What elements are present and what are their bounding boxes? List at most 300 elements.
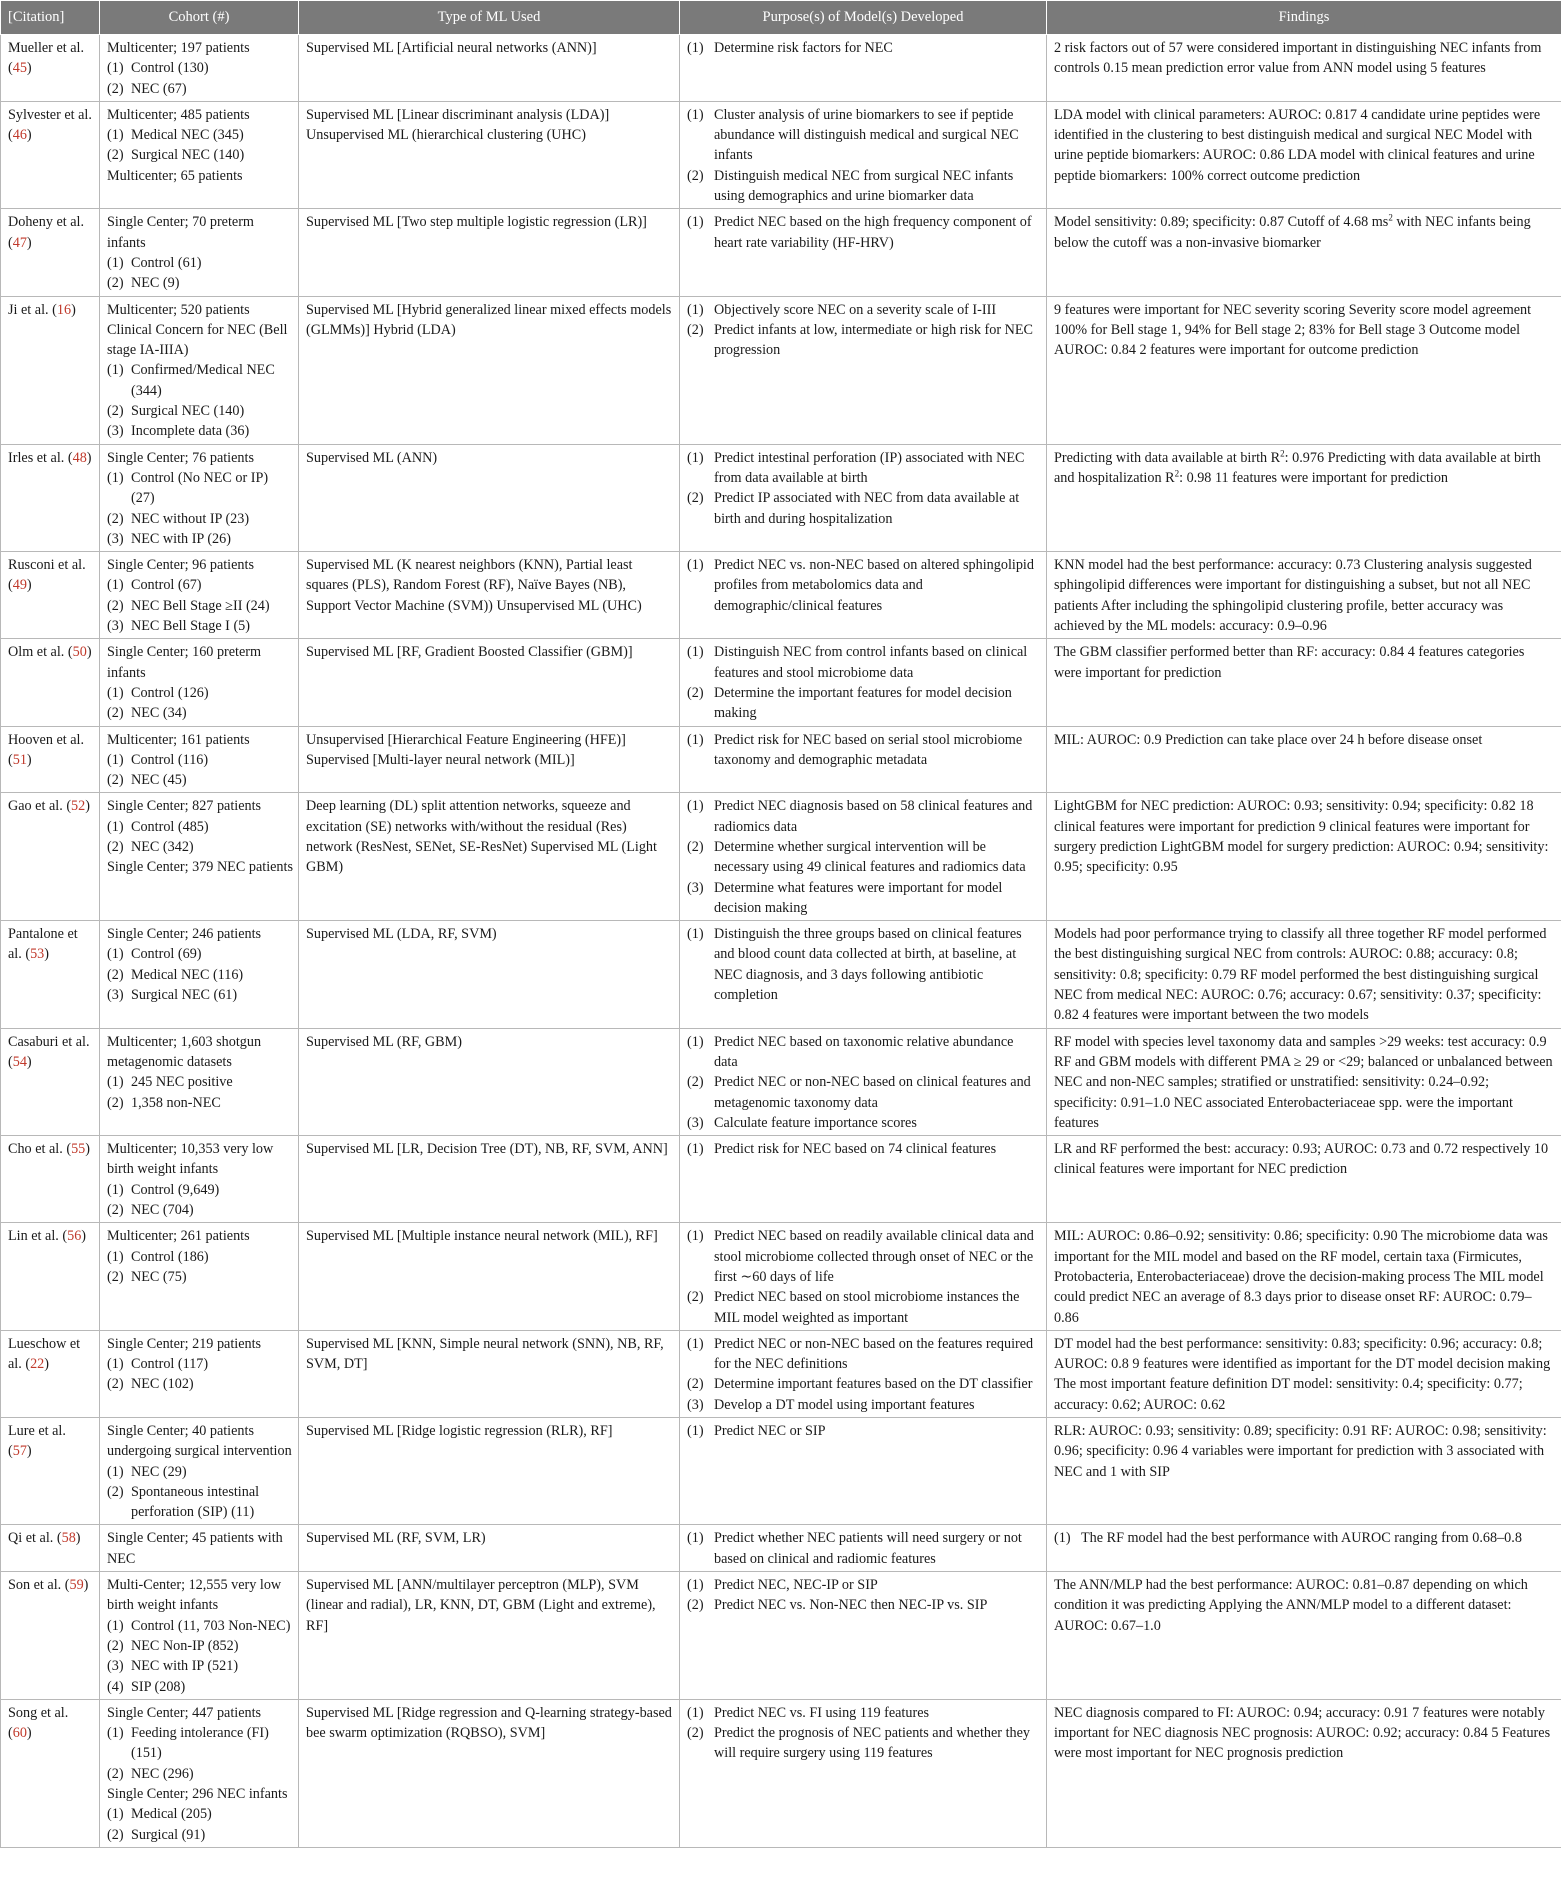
cohort-text: Single Center; 70 preterm infants xyxy=(107,214,254,251)
purpose-list xyxy=(687,1334,1039,1415)
cohort-number: (1) xyxy=(107,1617,124,1634)
cohort-text: Control (186) xyxy=(131,1248,209,1265)
purpose-cell xyxy=(680,921,1047,1028)
reference-link[interactable]: 55 xyxy=(71,1141,86,1158)
purpose-text: Predict NEC or SIP xyxy=(714,1423,826,1439)
cohort-line xyxy=(107,642,294,683)
cohort-line xyxy=(107,1677,294,1697)
ml-type-cell: Supervised ML [Two step multiple logistic regression (LR)] xyxy=(299,209,680,296)
table-row xyxy=(1,1572,1561,1700)
cohort-number: (2) xyxy=(107,1826,124,1843)
cohort-number: (1) xyxy=(107,1725,124,1742)
purpose-item xyxy=(687,683,1039,724)
findings-cell: MIL: AUROC: 0.86–0.92; sensitivity: 0.86; specificity: 0.90 The microbiome data was important for the MIL model and based on the RF model, certain taxa (Firmicutes, Protobacteria, Enterobacteriaceae) drove the decision-making process The MIL model could predict NEC an average of 8.3 days prior to disease onset RF: AUROC: 0.79–0.86 xyxy=(1047,1223,1561,1330)
cohort-line xyxy=(107,1354,294,1374)
table-row xyxy=(1,1136,1561,1223)
cohort-number: (1) xyxy=(107,469,124,486)
purpose-list xyxy=(687,1032,1039,1133)
findings-list xyxy=(1054,1528,1554,1548)
cohort-text: Single Center; 76 patients xyxy=(107,449,254,466)
purpose-cell xyxy=(680,552,1047,639)
cohort-line xyxy=(107,817,294,837)
citation-author: Doheny et al. xyxy=(8,214,85,231)
purpose-number: (1) xyxy=(687,557,704,574)
cohort-text: Single Center; 160 preterm infants xyxy=(107,644,262,681)
cohort-number: (4) xyxy=(107,1678,124,1695)
citation-cell: Gao et al. (52) xyxy=(1,793,100,921)
citation-cell: Cho et al. (55) xyxy=(1,1136,100,1223)
cohort-number: (1) xyxy=(107,1356,124,1373)
purpose-cell xyxy=(680,1699,1047,1847)
cohort-line xyxy=(107,421,294,441)
cohort-number: (1) xyxy=(107,1074,124,1091)
cohort-text: Single Center; 45 patients with NEC xyxy=(107,1530,283,1567)
cohort-line xyxy=(107,1200,294,1220)
cohort-number: (2) xyxy=(107,1637,124,1654)
cohort-text: Control (No NEC or IP) (27) xyxy=(131,469,269,507)
purpose-item xyxy=(687,642,1039,683)
findings-text: Model sensitivity: 0.89; specificity: 0.87 Cutoff of 4.68 ms xyxy=(1054,214,1389,231)
cohort-text: NEC (67) xyxy=(131,80,187,97)
cohort-line xyxy=(107,730,294,750)
findings-cell: RLR: AUROC: 0.93; sensitivity: 0.89; specificity: 0.91 RF: AUROC: 0.98; sensitivity: 0.96; specificity: 0.96 4 variables were important for prediction with 3 associated with NEC and 1 with SIP xyxy=(1047,1418,1561,1525)
reference-link[interactable]: 50 xyxy=(72,644,87,661)
cohort-text: NEC (29) xyxy=(131,1463,187,1480)
reference-link[interactable]: 47 xyxy=(12,234,27,251)
citation-cell: Mueller et al. (45) xyxy=(1,35,100,102)
purpose-item xyxy=(687,1113,1039,1133)
citation-author: Olm et al. xyxy=(8,644,65,661)
purpose-text: Determine whether surgical intervention will be necessary using 49 clinical features and radiomics data xyxy=(714,838,1026,876)
header-row xyxy=(1,1,1561,35)
cohort-text: 245 NEC positive xyxy=(131,1074,233,1091)
purpose-number: (1) xyxy=(687,214,704,231)
purpose-number: (1) xyxy=(687,1530,704,1547)
purpose-text: Distinguish NEC from control infants based on clinical features and stool microbiome data xyxy=(714,644,1028,681)
cohort-text: Multicenter; 261 patients xyxy=(107,1228,250,1245)
purpose-number: (2) xyxy=(687,1376,704,1393)
cohort-line xyxy=(107,703,294,723)
reference-link[interactable]: 52 xyxy=(71,798,86,815)
cohort-line xyxy=(107,1072,294,1092)
citation-author: Lin et al. xyxy=(8,1228,59,1245)
purpose-number: (2) xyxy=(687,684,704,701)
cohort-line xyxy=(107,1247,294,1267)
cohort-line xyxy=(107,1226,294,1246)
cohort-number: (1) xyxy=(107,818,124,835)
cohort-text: Multicenter; 161 patients xyxy=(107,731,250,748)
cohort-text: Control (69) xyxy=(131,946,202,963)
cohort-line xyxy=(107,509,294,529)
purpose-cell xyxy=(680,793,1047,921)
table-row xyxy=(1,101,1561,208)
purpose-number: (3) xyxy=(687,1114,704,1131)
cohort-line xyxy=(107,448,294,468)
findings-cell: The GBM classifier performed better than RF: accuracy: 0.84 4 features categories were important for prediction xyxy=(1047,639,1561,726)
cohort-cell xyxy=(100,1699,299,1847)
purpose-number: (1) xyxy=(687,1704,704,1721)
cohort-cell xyxy=(100,552,299,639)
purpose-cell xyxy=(680,1418,1047,1525)
cohort-text: Single Center; 296 NEC infants xyxy=(107,1786,288,1803)
purpose-item xyxy=(687,1139,1039,1159)
cohort-line xyxy=(107,468,294,509)
purpose-text: Determine important features based on the DT classifier xyxy=(714,1376,1033,1393)
purpose-item xyxy=(687,1287,1039,1328)
purpose-number: (2) xyxy=(687,1597,704,1614)
table-row xyxy=(1,444,1561,551)
cohort-line xyxy=(107,683,294,703)
reference-link[interactable]: 22 xyxy=(30,1356,45,1373)
findings-cell: LDA model with clinical parameters: AUROC: 0.817 4 candidate urine peptides were identified in the clustering to best distinguish medical and surgical NEC Model with urine peptide biomarkers: AUROC: 0.86 LDA model with clinical features and urine peptide biomarkers: 100% correct outcome prediction xyxy=(1047,101,1561,208)
cohort-text: Control (485) xyxy=(131,818,209,835)
purpose-item xyxy=(687,38,1039,58)
citation-author: Song et al. xyxy=(8,1704,69,1721)
purpose-list xyxy=(687,212,1039,253)
purpose-text: Develop a DT model using important features xyxy=(714,1396,975,1413)
cohort-number: (2) xyxy=(107,1376,124,1393)
citation-cell: Rusconi et al. (49) xyxy=(1,552,100,639)
cohort-cell xyxy=(100,296,299,444)
cohort-line xyxy=(107,1374,294,1394)
purpose-cell xyxy=(680,726,1047,793)
cohort-text: Single Center; 246 patients xyxy=(107,926,262,943)
table-row xyxy=(1,1330,1561,1417)
cohort-line xyxy=(107,360,294,401)
cohort-text: Surgical NEC (140) xyxy=(131,403,245,420)
purpose-list xyxy=(687,924,1039,1005)
cohort-cell xyxy=(100,921,299,1028)
findings-cell: 9 features were important for NEC severity scoring Severity score model agreement 100% for Bell stage 1, 94% for Bell stage 2; 83% for Bell stage 3 Outcome model AUROC: 0.84 2 features were important for outcome prediction xyxy=(1047,296,1561,444)
purpose-text: Predict intestinal perforation (IP) associated with NEC from data available at birth xyxy=(714,449,1025,486)
cohort-text: NEC with IP (521) xyxy=(131,1658,239,1675)
cohort-cell xyxy=(100,1136,299,1223)
purpose-list xyxy=(687,1575,1039,1616)
reference-link[interactable]: 45 xyxy=(12,60,27,77)
purpose-item xyxy=(687,1421,1039,1441)
cohort-line xyxy=(107,1462,294,1482)
cohort-cell xyxy=(100,35,299,102)
table-row xyxy=(1,639,1561,726)
cohort-number: (1) xyxy=(107,60,124,77)
cohort-text: NEC with IP (26) xyxy=(131,530,231,547)
purpose-text: Predict NEC based on stool microbiome instances the MIL model weighted as important xyxy=(714,1289,1020,1326)
citation-cell: Irles et al. (48) xyxy=(1,444,100,551)
findings-cell: LR and RF performed the best: accuracy: 0.93; AUROC: 0.73 and 0.72 respectively 10 clinical features were important for NEC prediction xyxy=(1047,1136,1561,1223)
purpose-text: Calculate feature importance scores xyxy=(714,1114,917,1131)
purpose-cell xyxy=(680,1330,1047,1417)
header-purpose: Purpose(s) of Model(s) Developed xyxy=(680,1,1047,35)
cohort-cell xyxy=(100,444,299,551)
findings-text: The RF model had the best performance with AUROC ranging from 0.68–0.8 xyxy=(1081,1530,1522,1547)
citation-cell: Olm et al. (50) xyxy=(1,639,100,726)
ml-type-cell: Unsupervised [Hierarchical Feature Engineering (HFE)] Supervised [Multi-layer neural network (MIL)] xyxy=(299,726,680,793)
cohort-line xyxy=(107,924,294,944)
purpose-text: Predict NEC, NEC-IP or SIP xyxy=(714,1577,878,1594)
purpose-text: Predict risk for NEC based on 74 clinical features xyxy=(714,1141,997,1158)
purpose-number: (1) xyxy=(687,106,704,123)
table-row xyxy=(1,921,1561,1028)
cohort-text: Multicenter; 10,353 very low birth weight infants xyxy=(107,1141,274,1178)
superscript: 2 xyxy=(1388,212,1393,223)
cohort-text: Control (116) xyxy=(131,751,209,768)
reference-link[interactable]: 54 xyxy=(12,1053,27,1070)
purpose-item xyxy=(687,1723,1039,1764)
findings-cell: The ANN/MLP had the best performance: AUROC: 0.81–0.87 depending on which condition it was predicting Applying the ANN/MLP model to a different dataset: AUROC: 0.67–1.0 xyxy=(1047,1572,1561,1700)
findings-cell: KNN model had the best performance: accuracy: 0.73 Clustering analysis suggested sphingolipid differences were important for distinguishing a subset, but not all NEC patients After including the sphingolipid clustering profile, better accuracy was achieved by the ML models: accuracy: 0.9–0.96 xyxy=(1047,552,1561,639)
purpose-item xyxy=(687,166,1039,207)
cohort-text: Control (67) xyxy=(131,577,202,594)
purpose-text: Predict NEC or non-NEC based on the features required for the NEC definitions xyxy=(714,1335,1034,1373)
cohort-text: Control (126) xyxy=(131,684,209,701)
cohort-number: (2) xyxy=(107,705,124,722)
cohort-text: Spontaneous intestinal perforation (SIP) (11) xyxy=(131,1483,260,1521)
purpose-text: Predict NEC or non-NEC based on clinical features and metagenomic taxonomy data xyxy=(714,1074,1031,1111)
purpose-item xyxy=(687,212,1039,253)
cohort-line xyxy=(107,1656,294,1676)
cohort-number: (2) xyxy=(107,1268,124,1285)
ml-type-cell: Supervised ML [Multiple instance neural network (MIL), RF] xyxy=(299,1223,680,1330)
citation-cell: Lin et al. (56) xyxy=(1,1223,100,1330)
cohort-text: Control (61) xyxy=(131,254,202,271)
cohort-line xyxy=(107,38,294,58)
purpose-list xyxy=(687,642,1039,723)
cohort-line xyxy=(107,1482,294,1523)
reference-link[interactable]: 49 xyxy=(12,577,27,594)
cohort-line xyxy=(107,1804,294,1824)
cohort-text: Control (11, 703 Non-NEC) xyxy=(131,1617,291,1634)
purpose-number: (1) xyxy=(687,1033,704,1050)
purpose-cell xyxy=(680,209,1047,296)
cohort-line xyxy=(107,300,294,361)
purpose-list xyxy=(687,1139,1039,1159)
cohort-line xyxy=(107,1032,294,1073)
findings-text: : 0.976 Predicting with data available at birth and hospitalization R xyxy=(1054,449,1541,486)
purpose-number: (3) xyxy=(687,879,704,896)
citation-author: Son et al. xyxy=(8,1577,62,1594)
cohort-cell xyxy=(100,726,299,793)
cohort-text: Control (117) xyxy=(131,1356,209,1373)
cohort-text: Incomplete data (36) xyxy=(131,423,250,440)
cohort-number: (1) xyxy=(107,577,124,594)
purpose-number: (2) xyxy=(687,838,704,855)
citation-author: Qi et al. xyxy=(8,1530,54,1547)
cohort-text: Single Center; 40 patients undergoing surgical intervention xyxy=(107,1423,292,1460)
citation-cell: Son et al. (59) xyxy=(1,1572,100,1700)
purpose-number: (1) xyxy=(687,301,704,318)
cohort-line xyxy=(107,1139,294,1180)
table-row xyxy=(1,296,1561,444)
cohort-cell xyxy=(100,209,299,296)
ml-type-cell: Supervised ML (RF, GBM) xyxy=(299,1028,680,1135)
findings-cell: RF model with species level taxonomy data and samples >29 weeks: test accuracy: 0.9 RF and GBM models with different PMA ≥ 29 or <29; balanced or unbalanced between NEC and non-NEC samples; stratified or unstratified: sensitivity: 0.24–0.92; specificity: 0.91–1.0 NEC associated Enterobacteriaceae spp. were the important features xyxy=(1047,1028,1561,1135)
purpose-text: Determine risk factors for NEC xyxy=(714,40,893,56)
citation-cell: Hooven et al. (51) xyxy=(1,726,100,793)
purpose-list xyxy=(687,1703,1039,1764)
purpose-number: (3) xyxy=(687,1396,704,1413)
cohort-line xyxy=(107,1636,294,1656)
citation-cell: Song et al. (60) xyxy=(1,1699,100,1847)
reference-link[interactable]: 56 xyxy=(67,1228,82,1245)
cohort-text: Multicenter; 485 patients xyxy=(107,106,250,123)
citation-author: Lueschow et al. xyxy=(8,1335,81,1373)
citation-author: Pantalone et al. xyxy=(8,926,78,963)
reference-link[interactable]: 53 xyxy=(30,946,45,963)
cohort-number: (2) xyxy=(107,275,124,292)
cohort-number: (1) xyxy=(107,362,124,379)
purpose-item xyxy=(687,488,1039,529)
cohort-text: Multicenter; 520 patients Clinical Concern for NEC (Bell stage IA-IIIA) xyxy=(107,301,288,359)
header-citation: [Citation] xyxy=(1,1,100,35)
cohort-line xyxy=(107,1723,294,1764)
findings-cell: NEC diagnosis compared to FI: AUROC: 0.94; accuracy: 0.91 7 features were notably important for NEC diagnosis NEC prognosis: AUROC: 0.92; accuracy: 0.84 5 Features were most important for NEC prognosis prediction xyxy=(1047,1699,1561,1847)
cohort-text: 1,358 non-NEC xyxy=(131,1094,221,1111)
purpose-text: Predict NEC vs. Non-NEC then NEC-IP vs. SIP xyxy=(714,1597,988,1614)
cohort-text: Single Center; 379 NEC patients xyxy=(107,859,293,876)
header-findings: Findings xyxy=(1047,1,1561,35)
cohort-number: (2) xyxy=(107,403,124,420)
citation-author: Irles et al. xyxy=(8,449,65,466)
purpose-text: Predict NEC based on taxonomic relative abundance data xyxy=(714,1033,1014,1070)
cohort-text: Single Center; 447 patients xyxy=(107,1704,262,1721)
purpose-item xyxy=(687,448,1039,489)
cohort-line xyxy=(107,166,294,186)
purpose-list xyxy=(687,730,1039,771)
findings-text: with NEC infants being below the cutoff was a non-invasive biomarker xyxy=(1054,214,1531,251)
cohort-text: Surgical NEC (61) xyxy=(131,987,238,1004)
purpose-cell xyxy=(680,444,1047,551)
cohort-text: Control (9,649) xyxy=(131,1181,220,1198)
cohort-text: NEC (102) xyxy=(131,1376,194,1393)
purpose-cell xyxy=(680,639,1047,726)
cohort-number: (2) xyxy=(107,80,124,97)
cohort-text: Medical NEC (116) xyxy=(131,966,244,983)
cohort-line xyxy=(107,1421,294,1462)
cohort-number: (2) xyxy=(107,838,124,855)
purpose-text: Predict infants at low, intermediate or high risk for NEC progression xyxy=(714,321,1034,359)
cohort-number: (1) xyxy=(107,1463,124,1480)
purpose-cell xyxy=(680,1136,1047,1223)
table-row xyxy=(1,1418,1561,1525)
findings-cell xyxy=(1047,209,1561,296)
citation-author: Sylvester et al. xyxy=(8,106,92,123)
ml-type-cell: Supervised ML [KNN, Simple neural network (SNN), NB, RF, SVM, DT] xyxy=(299,1330,680,1417)
cohort-number: (3) xyxy=(107,618,124,635)
purpose-item xyxy=(687,320,1039,361)
cohort-line xyxy=(107,575,294,595)
cohort-line xyxy=(107,1764,294,1784)
cohort-number: (1) xyxy=(107,946,124,963)
citation-author: Lure et al. xyxy=(8,1423,66,1439)
table-row xyxy=(1,209,1561,296)
cohort-cell xyxy=(100,793,299,921)
purpose-number: (1) xyxy=(687,926,704,943)
purpose-text: Predict whether NEC patients will need surgery or not based on clinical and radiomic features xyxy=(714,1530,1022,1567)
cohort-text: NEC (75) xyxy=(131,1268,187,1285)
reference-link[interactable]: 60 xyxy=(12,1725,27,1742)
purpose-cell xyxy=(680,296,1047,444)
purpose-item xyxy=(687,730,1039,771)
cohort-line xyxy=(107,857,294,877)
purpose-number: (1) xyxy=(687,1335,704,1352)
reference-link[interactable]: 46 xyxy=(12,127,27,144)
purpose-list xyxy=(687,1528,1039,1569)
cohort-text: NEC without IP (23) xyxy=(131,510,250,527)
purpose-number: (2) xyxy=(687,1074,704,1091)
purpose-item xyxy=(687,300,1039,320)
citation-author: Gao et al. xyxy=(8,798,63,815)
citation-cell: Pantalone et al. (53) xyxy=(1,921,100,1028)
reference-link[interactable]: 59 xyxy=(69,1577,84,1594)
reference-link[interactable]: 48 xyxy=(72,449,87,466)
findings-cell: 2 risk factors out of 57 were considered important in distinguishing NEC infants from controls 0.15 mean prediction error value from ANN model using 5 features xyxy=(1047,35,1561,102)
purpose-cell xyxy=(680,1223,1047,1330)
findings-cell xyxy=(1047,444,1561,551)
citation-cell: Qi et al. (58) xyxy=(1,1525,100,1572)
purpose-item xyxy=(687,1395,1039,1415)
findings-cell: Models had poor performance trying to classify all three together RF model performed the best distinguishing surgical NEC from controls: AUROC: 0.88; accuracy: 0.8; sensitivity: 0.8; specificity: 0.79 RF model performed the best distinguishing surgical NEC from medical NEC: AUROC: 0.76; accuracy: 0.67; sensitivity: 0.37; specificity: 0.82 4 features were important between the two models xyxy=(1047,921,1561,1028)
findings-cell: LightGBM for NEC prediction: AUROC: 0.93; sensitivity: 0.94; specificity: 0.82 18 clinical features were important for prediction 9 clinical features were important for surgery prediction LightGBM model for surgery prediction: AUROC: 0.94; sensitivity: 0.95; specificity: 0.95 xyxy=(1047,793,1561,921)
purpose-item xyxy=(687,1703,1039,1723)
cohort-line xyxy=(107,1616,294,1636)
purpose-number: (1) xyxy=(687,449,704,466)
superscript: 2 xyxy=(1280,447,1285,458)
cohort-number: (1) xyxy=(107,1248,124,1265)
purpose-item xyxy=(687,555,1039,616)
purpose-item xyxy=(687,924,1039,1005)
cohort-cell xyxy=(100,1330,299,1417)
cohort-line xyxy=(107,212,294,253)
ml-type-cell: Supervised ML [Hybrid generalized linear mixed effects models (GLMMs)] Hybrid (LDA) xyxy=(299,296,680,444)
cohort-line xyxy=(107,1180,294,1200)
cohort-cell xyxy=(100,1572,299,1700)
cohort-text: NEC Bell Stage ≥II (24) xyxy=(131,597,270,614)
cohort-line xyxy=(107,1575,294,1616)
purpose-item xyxy=(687,1595,1039,1615)
superscript: 2 xyxy=(1174,468,1180,479)
purpose-list xyxy=(687,1226,1039,1327)
header-ml-type: Type of ML Used xyxy=(299,1,680,35)
cohort-number: (2) xyxy=(107,1483,124,1500)
citation-cell: Ji et al. (16) xyxy=(1,296,100,444)
purpose-cell xyxy=(680,1525,1047,1572)
reference-link[interactable]: 16 xyxy=(56,301,72,318)
header-cohort: Cohort (#) xyxy=(100,1,299,35)
purpose-number: (1) xyxy=(687,731,704,748)
cohort-number: (2) xyxy=(107,597,124,614)
reference-link[interactable]: 57 xyxy=(12,1443,27,1460)
cohort-number: (2) xyxy=(107,147,124,164)
ml-type-cell: Supervised ML [Ridge regression and Q-learning strategy-based bee swarm optimization (RQBSO), SVM] xyxy=(299,1699,680,1847)
cohort-line xyxy=(107,555,294,575)
table-row xyxy=(1,726,1561,793)
cohort-text: NEC Bell Stage I (5) xyxy=(131,618,250,635)
cohort-line xyxy=(107,1784,294,1804)
cohort-number: (3) xyxy=(107,423,124,440)
reference-link[interactable]: 51 xyxy=(12,751,27,768)
purpose-item xyxy=(687,1374,1039,1394)
purpose-list xyxy=(687,448,1039,529)
cohort-text: NEC (342) xyxy=(131,838,194,855)
purpose-cell xyxy=(680,1572,1047,1700)
reference-link[interactable]: 58 xyxy=(61,1530,76,1547)
cohort-text: NEC (704) xyxy=(131,1202,194,1219)
cohort-line xyxy=(107,79,294,99)
cohort-line xyxy=(107,796,294,816)
cohort-line xyxy=(107,273,294,293)
cohort-cell xyxy=(100,1525,299,1572)
purpose-number: (1) xyxy=(687,798,704,815)
